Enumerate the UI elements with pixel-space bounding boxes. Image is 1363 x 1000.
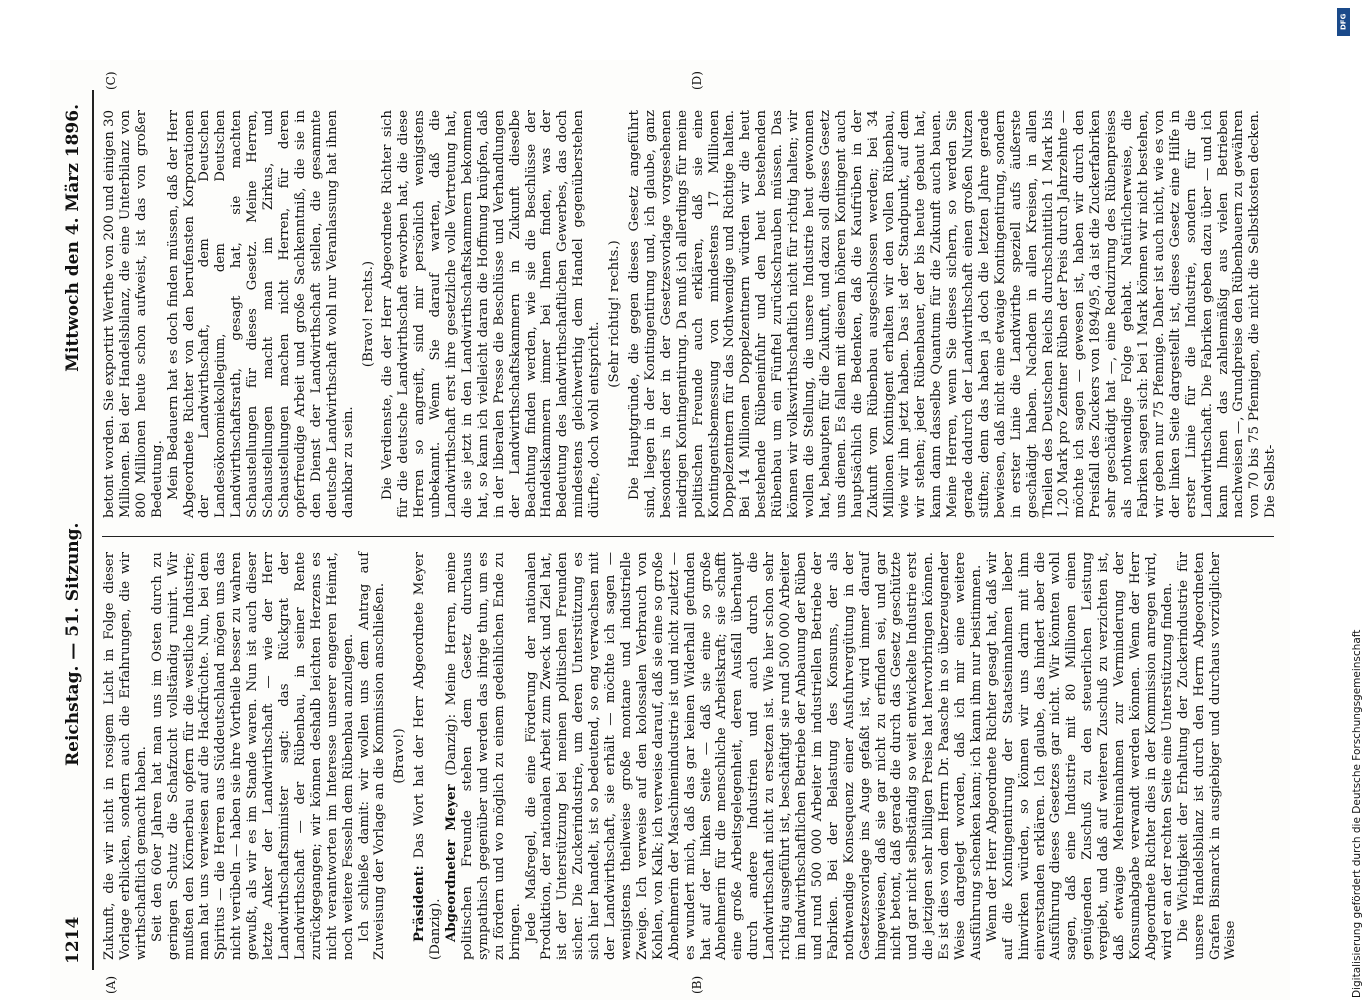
margin-marker-c: (C) <box>104 71 118 90</box>
header-rule <box>92 90 94 970</box>
paragraph: Die Wichtigkeit der Erhaltung der Zuckerindustrie für unsere Handelsbilanz ist durch den Herrn Abgeordneten Grafen Bismarck in ausgiebiger und durchaus vorzüglicher Weise <box>1175 552 1239 960</box>
interjection: (Bravo! rechts.) <box>360 260 376 368</box>
paragraph: Die Verdienste, die der Herr Abgeordnete Richter sich für die deutsche Landwirthschaft erworben hat, die diese Herren so angreift, sind mir persönlich wenigstens unbekannt. Wenn Sie darauf warten, daß die Landwirthschaft erst ihre gesetzliche volle Vertretung hat, die sie jetzt in den Landwirthschaftskammern bekommen hat, so kann ich vielleicht daran die Hoffnung knüpfen, daß in der liberalen Presse die Beschlüsse und Verhandlungen der Landwirthschaftskammern in Zukunft dieselbe Beachtung finden werden, wie sie die Beschlüsse der Handelskammern immer bei Ihnen finden, was der Bedeutung des landwirthschaftlichen Gewerbes, das doch mindestens gleichwerthig dem Handel gegenüberstehen dürfte, doch wohl entspricht. <box>380 110 603 518</box>
paragraph-text: (Danzig): Meine Herren, meine politischen Freunde stehen dem Gesetz durchaus sympathisch gegenüber und werden das ihrige thun, um es zu fördern und wo möglich zu einem gedeihlichen Ende zu bringen. <box>444 552 523 960</box>
margin-marker-b: (B) <box>690 975 704 994</box>
paragraph: Die Hauptgründe, die gegen dieses Gesetz angeführt sind, liegen in der Kontingentirung und, ich glaube, ganz besonders in der in der Gesetzesvorlage vorgesehenen niedrigen Kontingentirung. Da muß ich allerdings für meine politischen Freunde auch erklären, daß sie eine Kontingentsbemessung von mindestens 17 Millionen Doppelzentnern für das Nothwendige und Richtige halten. Bei 14 Millionen Doppelzentnern würden wir die heut bestehende Rübeneinfuhr und den heut bestehenden Rübenbau um ein Fünftel zurückschrauben müssen. Das können wir volkswirthschaftlich nicht für richtig halten; wir wollen die Stellung, die unsere Industrie heut gewonnen hat, behaupten für die Zukunft, und dazu soll dieses Gesetz uns dienen. Es fallen mit diesem höheren Kontingent auch hauptsächlich die Bedenken, daß die Kaufrüben in der Zukunft vom Rübenbau ausgeschlossen werden; bei 34 Millionen Kontingent erhalten wir den vollen Rübenbau, wie wir ihn jetzt haben. Das ist der Standpunkt, auf dem wir stehen; jeder Rübenbauer, der bis heute gebaut hat, kann dann dasselbe Quantum für die Zukunft auch bauen. Meine Herren, wenn Sie dieses sichern, so werden Sie gerade dadurch der Landwirthschaft einen großen Nutzen stiften; denn das haben ja doch die letzten Jahre gerade bewiesen, daß nicht eine etwaige Kontingentirung, sondern in erster Linie die Landwirthe speziell aufs äußerste geschädigt haben. Nachdem in allen Kreisen, in allen Theilen des Deutschen Reichs durchschnittlich 1 Mark bis 1,20 Mark pro Zentner Rüben der Preis durch Jahrzehnte — möchte ich sagen — gewesen ist, haben wir durch den Preisfall des Zuckers von 1894/95, da ist die Zuckerfabriken sehr geschädigt hat —, eine Reduzirung des Rübenpreises als nothwendige Folge gehabt. Natürlicherweise, die Fabriken sagen sich: bei 1 Mark können wir nicht bestehen, wir geben nur 75 Pfennige. Daher ist auch nicht, wie es von der linken Seite dargestellt ist, dieses Gesetz eine Hilfe in erster Linie für die Industrie, sondern für die Landwirthschaft. Die Fabriken geben dazu über — und ich kann Ihnen das zahlenmäßig aus vielen Betrieben nachweisen —, Grundpreise den Rübenbauern zu gewähren von 70 bis 75 Pfennigen, die nicht die Selbstkosten decken. Die Selbst- <box>627 109 1279 518</box>
interjection: (Sehr richtig! rechts.) <box>607 240 623 388</box>
session-date: Mittwoch den 4. März 1896. <box>63 104 83 372</box>
interjection: (Bravo!) <box>392 728 408 784</box>
page-header <box>56 104 90 964</box>
margin-marker-d: (D) <box>690 71 704 90</box>
paragraph-text: Das Wort hat der Herr Abgeordnete Meyer (Danzig). <box>412 552 444 960</box>
paragraph: Zukunft, die wir nicht in rosigem Licht in Folge dieser Vorlage erblicken, sondern auch die Erfahrungen, die wir wirthschaftlich gemacht haben. <box>102 552 149 960</box>
dfg-logo: DFG <box>1337 8 1350 36</box>
paragraph: betont worden. Sie exportirt Werthe von 200 und einigen 30 Millionen. Bei der Handelsbilanz, die eine Unterbilanz von 800 Millionen heute schon aufweist, ist das von großer Bedeutung. <box>102 110 165 518</box>
right-column <box>102 110 1278 518</box>
speaker-name: Abgeordneter Meyer <box>444 784 460 942</box>
paragraph: Mein Bedauern hat es doch finden müssen, daß der Herr Abgeordnete Richter von den berufensten Korporationen der Landwirthschaft, dem Deutschen Landesökonomiekollegium, dem Deutschen Landwirthschaftsrath, gesagt hat, sie machten Schaustellungen für dieses Gesetz. Meine Herren, Schaustellungen macht man im Zirkus, und Schaustellungen machen nicht Herren, für deren opferfreudige Arbeit und große Sachkenntniß, die sie in den Dienst der Landwirthschaft stellen, die gesammte deutsche Landwirthschaft wohl nur Veranlassung hat ihnen dankbar zu sein. <box>165 110 356 518</box>
dfg-watermark <box>1337 8 1363 998</box>
paragraph: Jede Maßregel, die eine Förderung der nationalen Produktion, der nationalen Arbeit zum Zweck und Ziel hat, ist der Unterstützung bei meinen politischen Freunden sicher. Die Zuckerindustrie, um deren Unterstützung es sich hier handelt, ist so bedeutend, so eng verwachsen mit der Landwirthschaft, sie erhält — möchte ich sagen — wenigstens theilweise große montane und industrielle Zweige. Ich verweise auf den kolossalen Verbrauch von Kohlen, von Kalk; ich verweise darauf, daß sie eine so große Abnehmerin der Maschinenindustrie ist und nicht zuletzt — es wundert mich, daß das gar keinen Widerhall gefunden hat auf der linken Seite — daß sie eine so große Abnehmerin für die menschliche Arbeitskraft; sie schafft eine große Arbeitsgelegenheit, deren Ausfall überhaupt durch andere Industrien und auch durch die Landwirthschaft nicht zu ersetzen ist. Wie hier schon sehr richtig ausgeführt ist, beschäftigt sie rund 500 000 Arbeiter im landwirthschaftlichen Betriebe der Anbauung der Rüben und rund 500 000 Arbeiter im industriellen Betriebe der Fabriken. Bei der Belastung des Konsums, der als nothwendige Konsequenz einer Ausfuhrvergütung in der Gesetzesvorlage ins Auge gefaßt ist, wird immer darauf hingewiesen, daß sie gar nicht zu erfinden sei, und gar nicht betont, daß gerade die durch das Gesetz geschützte und gar nicht selbständig so weit entwickelte Industrie erst die jetzigen sehr billigen Preise hat hervorbringen können. Es ist dies von dem Herrn Dr. Paasche in so überzeugender Weise dargelegt worden, daß ich mir eine weitere Ausführung schenken kann; ich kann ihm nur beistimmen. <box>523 552 984 960</box>
left-column <box>102 552 1278 960</box>
session-title: Reichstag. — 51. Sitzung. <box>63 522 83 766</box>
paragraph: Seit den 60er Jahren hat man uns im Osten durch zu geringen Schutz die Schafzucht vollständig ruinirt. Wir mußten den Körnerbau opfern für die westliche Industrie; man hat uns verwiesen auf die Hackfrüchte. Nun, bei dem Spiritus — die Herren aus Süddeutschland mögen uns das nicht verübeln — haben sie ihre Vortheile besser zu wahren gewußt, als wir es im Stande waren. Nun ist auch dieser letzte Anker der Landwirthschaft — wie der Herr Landwirthschaftsminister sagt: das Rückgrat der Landwirthschaft — der Rübenbau, in seiner Rente zurückgegangen; wir können deshalb leichten Herzens es nicht verantworten im Interesse unserer engeren Heimat, noch weitere Fesseln dem Rübenbau anzulegen. <box>149 552 356 960</box>
paragraph: Wenn der Herr Abgeordnete Richter gesagt hat, daß wir auf die Kontingentirung der Staatseinnahmen lieber hinwirken würden, so können wir uns darin mit ihm einverstanden erklären. Ich glaube, das hindert aber die Ausführung dieses Gesetzes gar nicht. Wir könnten wohl sagen, daß eine Industrie mit 80 Millionen einen genügenden Zuschuß zu den steuerlichen Leistung vergiebt, und daß auf weiteren Zuschuß zu verzichten ist, daß etwaige Mehreinnahmen zur Verminderung der Konsumabgabe verwandt werden können. Wenn der Herr Abgeordnete Richter dies in der Kommission anregen wird, wird er an der rechten Seite eine Unterstützung finden. <box>984 552 1175 960</box>
speaker-name: Präsident: <box>412 865 428 942</box>
page-number: 1214 <box>63 916 83 964</box>
paragraph <box>412 552 444 960</box>
watermark-text: Digitalisierung gefördert durch die Deutsche Forschungsgemeinschaft <box>1351 629 1363 998</box>
paragraph <box>444 552 524 960</box>
column-divider <box>102 536 1274 537</box>
paragraph: Ich schließe damit: wir wollen uns dem Antrag auf Zuweisung der Vorlage an die Kommission anschließen. <box>356 552 388 960</box>
scanned-page <box>50 60 1290 1000</box>
margin-marker-a: (A) <box>104 975 118 994</box>
